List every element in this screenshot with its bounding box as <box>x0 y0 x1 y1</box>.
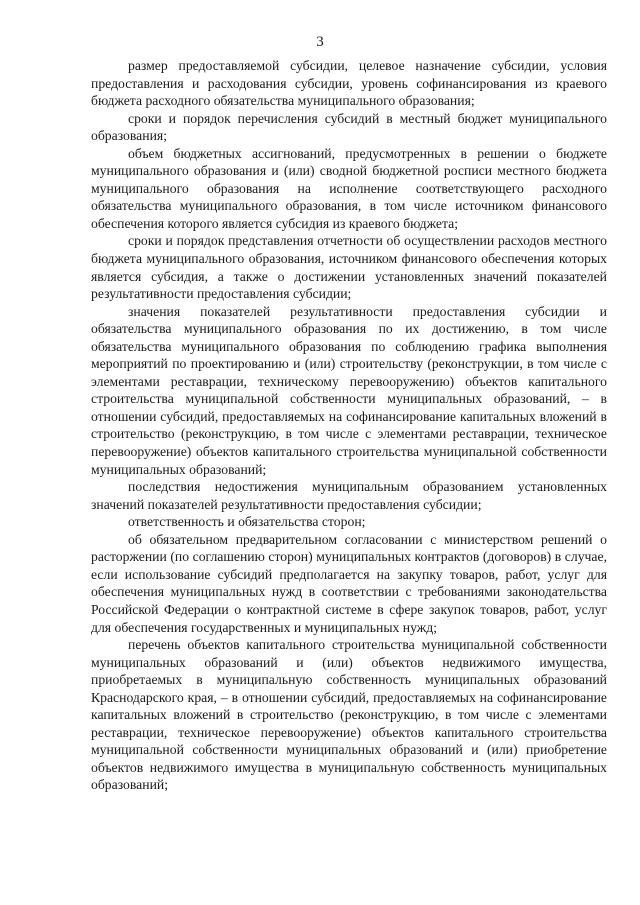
paragraph-non-achievement-consequences: последствия недостижения муниципальным образованием установленных значений показателей результативности предоставления субсидии; <box>91 479 607 512</box>
paragraph-object-list: перечень объектов капитального строительства муниципальной собственности муниципальных образований и (или) объектов недвижимого имущества, приобретаемых в муниципальную собственность муниципальных образований Краснодарского края, – в отношении субсидий, предоставляемых на софинансирование капитальных вложений в строительство (реконструкцию, в том числе с элементами реставрации, техническое перевооружение) объектов капитального строительства муниципальной собственности муниципальных образований и (или) приобретение объектов недвижимого имущества в муниципальную собственность муниципальных образований; <box>91 637 607 793</box>
page-number: 3 <box>316 34 324 50</box>
paragraph-transfer-terms: сроки и порядок перечисления субсидий в местный бюджет муниципального образования; <box>91 110 607 144</box>
document-body <box>91 57 607 794</box>
paragraph-reporting-terms: сроки и порядок представления отчетности об осуществлении расходов местного бюджета муниципального образования, источником финансового обеспечения которых является субсидия, а также о достижении установленных значений показателей результативности предоставления субсидии; <box>91 233 607 302</box>
paragraph-performance-indicators: значения показателей результативности предоставления субсидии и обязательства муниципального образования по их достижению, в том числе обязательства муниципального образования по соблюдению графика выполнения мероприятий по проектированию и (или) строительству (реконструкции, в том числе с элементами реставрации, техническому перевооружению) объектов капитального строительства муниципальной собственности муниципальных образований, – в отношении субсидий, предоставляемых на софинансирование капитальных вложений в строительство (реконструкцию, в том числе с элементами реставрации, техническое перевооружение) объектов капитального строительства муниципальной собственности муниципальных образований; <box>91 303 607 477</box>
paragraph-contract-termination: об обязательном предварительном согласовании с министерством решений о расторжении (по соглашению сторон) муниципальных контрактов (договоров) в случае, если использование субсидий предполагается на закупку товаров, работ, услуг для обеспечения муниципальных нужд в соответствии с требованиями законодательства Российской Федерации о контрактной системе в сфере закупок товаров, работ, услуг для обеспечения государственных и муниципальных нужд; <box>91 531 607 635</box>
paragraph-subsidy-size: размер предоставляемой субсидии, целевое назначение субсидии, условия предоставления и расходования субсидии, уровень софинансирования из краевого бюджета расходного обязательства муниципального образования; <box>91 58 607 109</box>
paragraph-budget-allocations: объем бюджетных ассигнований, предусмотренных в решении о бюджете муниципального образования и (или) сводной бюджетной росписи местного бюджета муниципального образования на исполнение соответствующего расходного обязательства муниципального образования, в том числе источником финансового обеспечения которого является субсидия из краевого бюджета; <box>91 145 607 231</box>
paragraph-responsibility: ответственность и обязательства сторон; <box>128 514 366 530</box>
